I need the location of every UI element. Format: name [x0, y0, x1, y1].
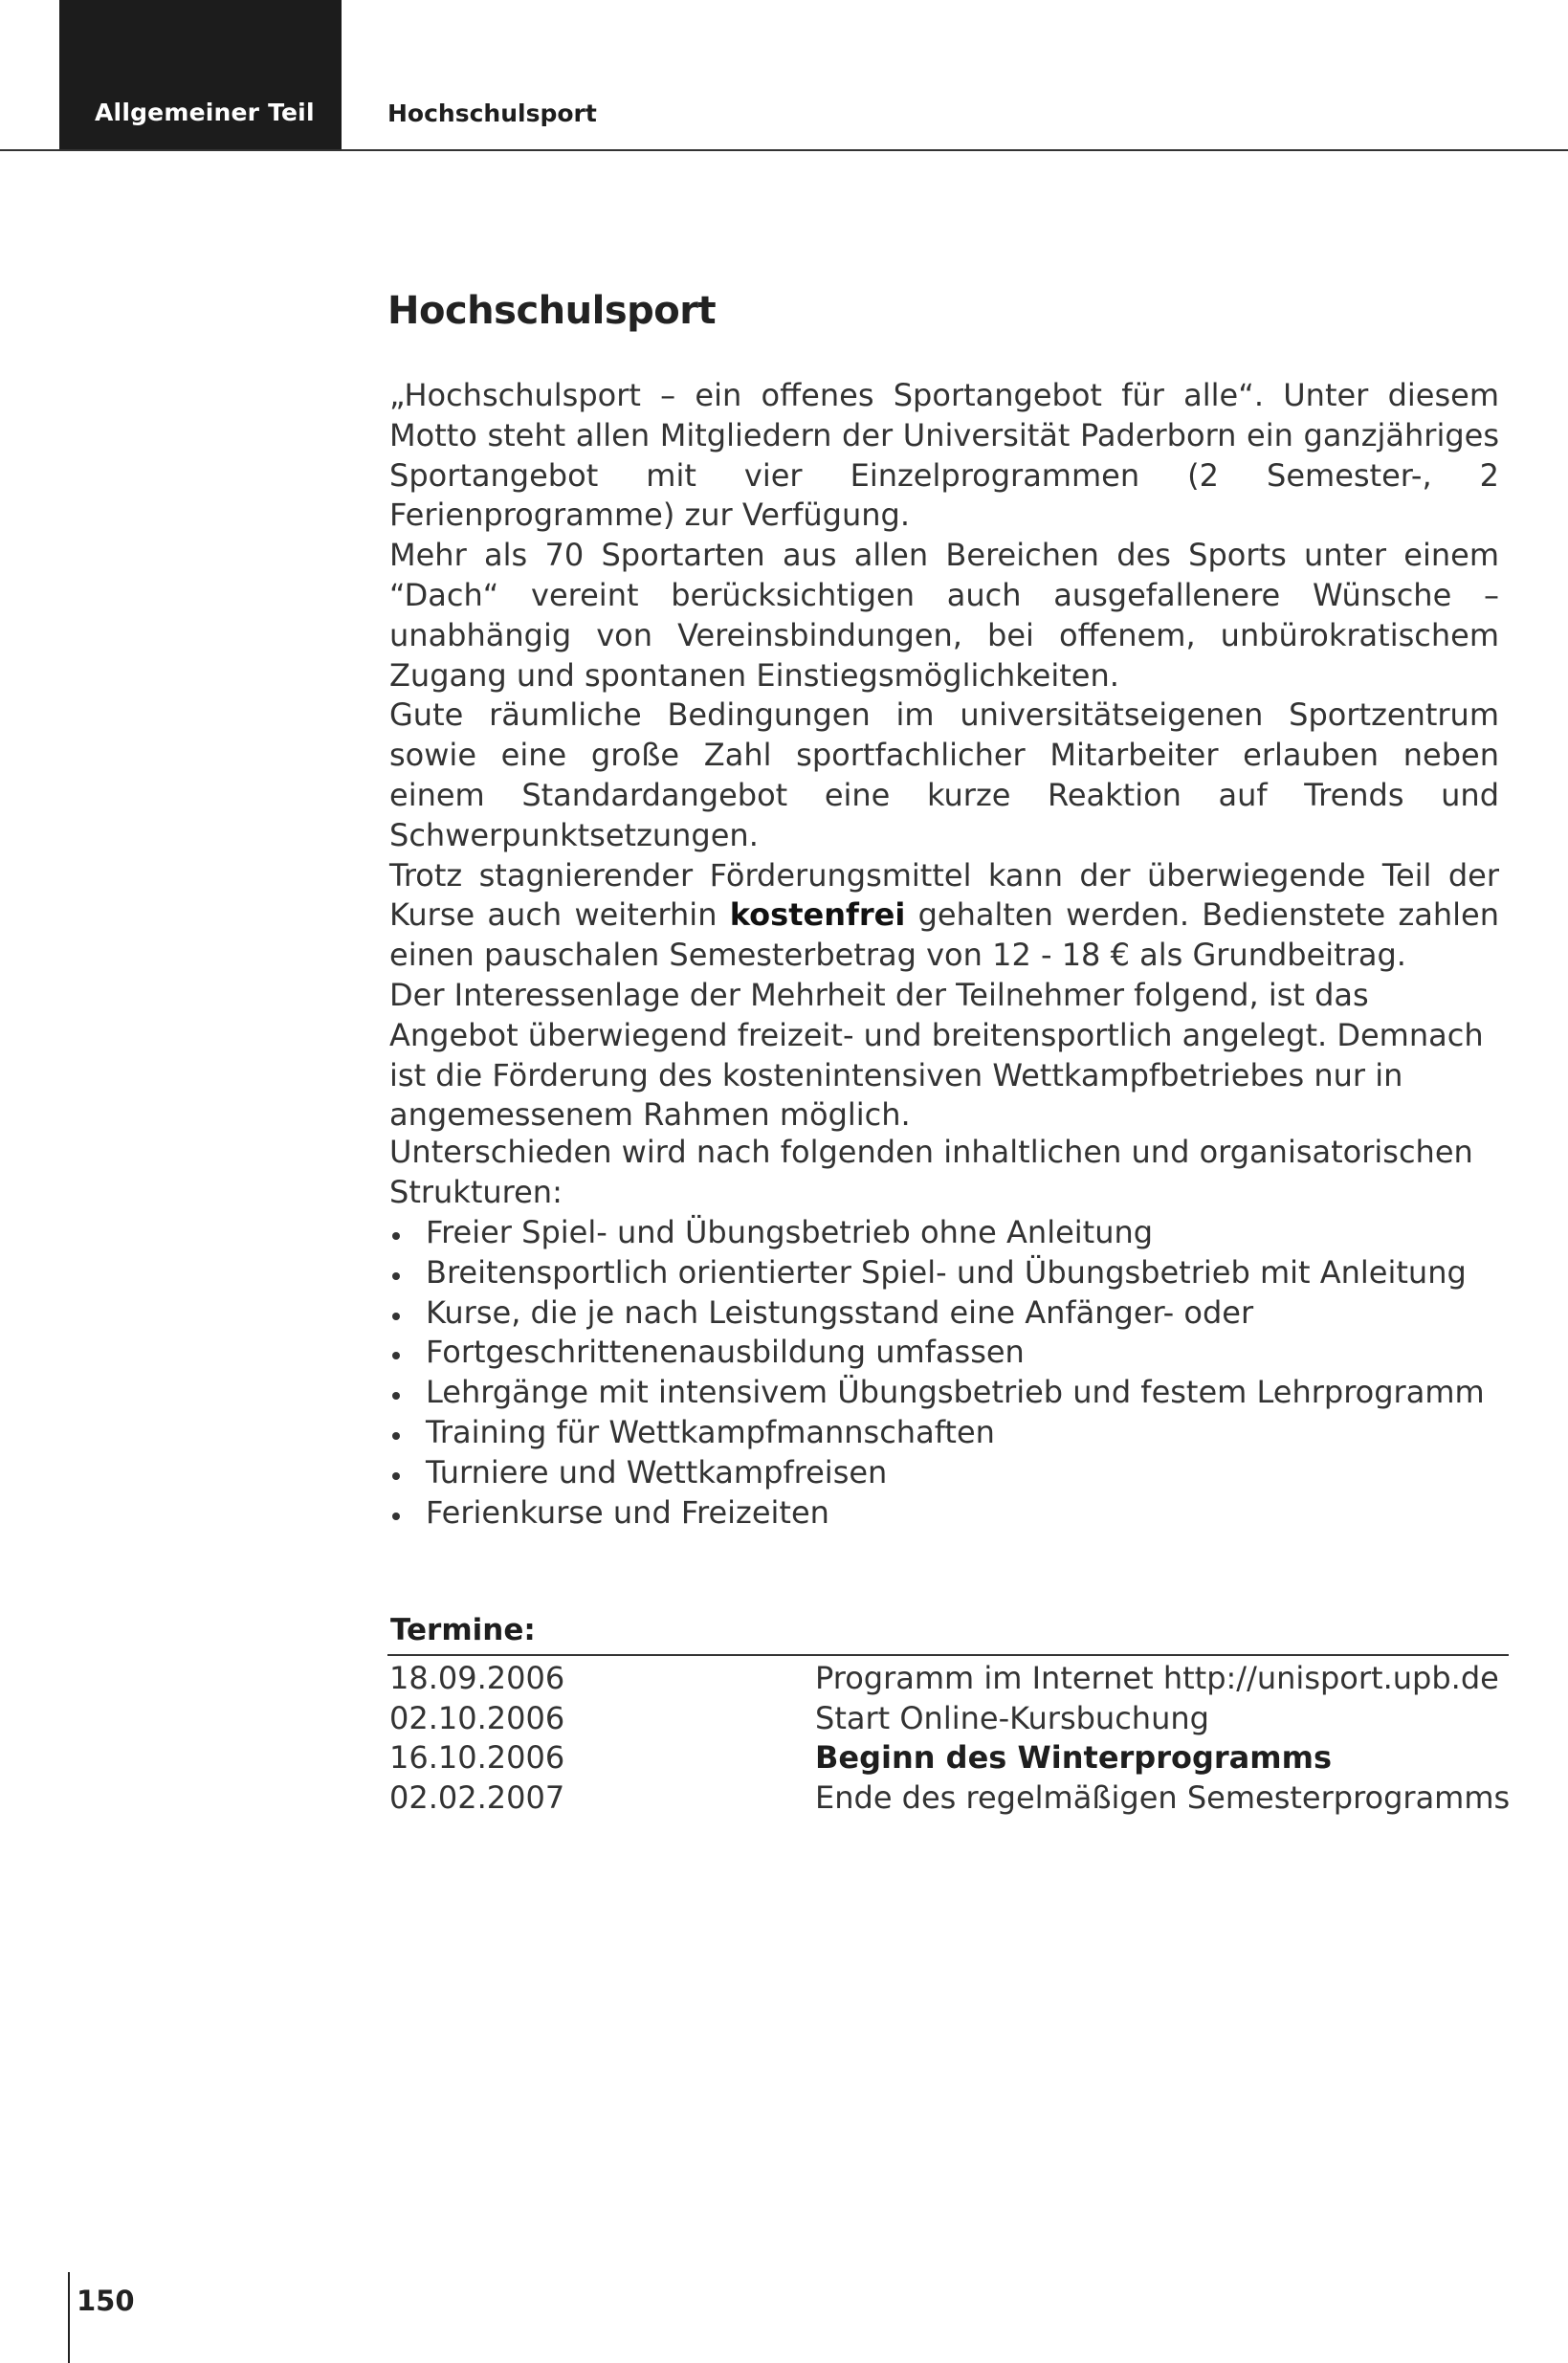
termin-event: Beginn des Winterprogramms: [815, 1739, 1332, 1777]
termin-date: 18.09.2006: [389, 1659, 565, 1696]
termin-date: 02.02.2007: [389, 1779, 565, 1817]
paragraph-sportarten: Mehr als 70 Sportarten aus allen Bereichen des Sports unter einem “Dach“ vereint berücksichtigen auch ausgefallenere Wünsche – unabhängig von Vereinsbindungen, bei offenem, unbürokratischem Zugang und spontanen Einstiegsmöglichkeiten.: [389, 537, 1499, 694]
paragraph-motto: „Hochschulsport – ein offenes Sportangebot für alle“. Unter diesem Motto steht allen Mitgliedern der Universität Paderborn ein ganzjähriges Sportangebot mit vier Einzelprogrammen (2 Semester-, 2 Ferienprogramme) zur Verfügung.: [389, 377, 1499, 534]
list-item: Kurse, die je nach Leistungsstand eine Anfänger- oder: [389, 1293, 1485, 1334]
paragraph-kosten-bold: kostenfrei: [729, 896, 906, 934]
paragraph-interessenlage: Der Interessenlage der Mehrheit der Teilnehmer folgend, ist das Angebot überwiegend freizeit- und breitensportlich angelegt. Demnach ist die Förderung des kostenintensiven Wettkampfbetriebes nur in angemessenem Rahmen möglich.: [389, 976, 1484, 1134]
termin-date: 16.10.2006: [389, 1739, 565, 1777]
termine-heading: Termine:: [390, 1613, 536, 1647]
table-row: [389, 1778, 1510, 1818]
termine-divider: [387, 1654, 1509, 1656]
list-item: Turniere und Wettkampfreisen: [389, 1453, 1485, 1493]
paragraph-kosten-start: Trotz stagnierender Förderungsmittel kann der überwiegende Teil der Kurse auch weiterhin: [389, 856, 1499, 934]
termine-table: [389, 1658, 1510, 1818]
list-item: Fortgeschrittenenausbildung umfassen: [389, 1333, 1485, 1373]
structures-list: [389, 1213, 1485, 1533]
paragraph-kosten-end: gehalten werden. Bedienstete zahlen einen pauschalen Semesterbetrag von 12 - 18 € als Grundbeitrag.: [389, 896, 1500, 974]
termin-event: Ende des regelmäßigen Semesterprogramms: [815, 1779, 1511, 1817]
running-title: Hochschulsport: [387, 99, 597, 127]
table-row: [389, 1738, 1510, 1778]
list-item: Training für Wettkampfmannschaften: [389, 1413, 1485, 1453]
paragraph-kosten: [389, 856, 1499, 976]
list-item: Ferienkurse und Freizeiten: [389, 1493, 1485, 1534]
header-divider: [0, 149, 1568, 151]
list-item: Lehrgänge mit intensivem Übungsbetrieb und festem Lehrprogramm: [389, 1373, 1485, 1413]
section-tab-label: Allgemeiner Teil: [95, 99, 315, 126]
page-number-rule: [68, 2272, 70, 2363]
page-number: 150: [77, 2285, 135, 2317]
termin-date: 02.10.2006: [389, 1699, 565, 1736]
body-text: [389, 376, 1499, 1136]
table-row: [389, 1698, 1510, 1738]
table-row: [389, 1658, 1510, 1698]
list-item: Breitensportlich orientierter Spiel- und Übungsbetrieb mit Anleitung: [389, 1253, 1485, 1293]
termin-event: Start Online-Kursbuchung: [815, 1699, 1209, 1736]
page-title: Hochschulsport: [387, 289, 717, 333]
section-tab: [59, 0, 342, 150]
list-item: Freier Spiel- und Übungsbetrieb ohne Anleitung: [389, 1213, 1485, 1253]
structures-intro: Unterschieden wird nach folgenden inhaltlichen und organisatorischen Strukturen:: [389, 1134, 1473, 1210]
paragraph-bedingungen: Gute räumliche Bedingungen im universitätseigenen Sportzentrum sowie eine große Zahl sportfachlicher Mitarbeiter erlauben neben einem Standardangebot eine kurze Reaktion auf Trends und Schwerpunktsetzungen.: [389, 696, 1499, 853]
termin-event: Programm im Internet http://unisport.upb.de: [815, 1659, 1499, 1696]
